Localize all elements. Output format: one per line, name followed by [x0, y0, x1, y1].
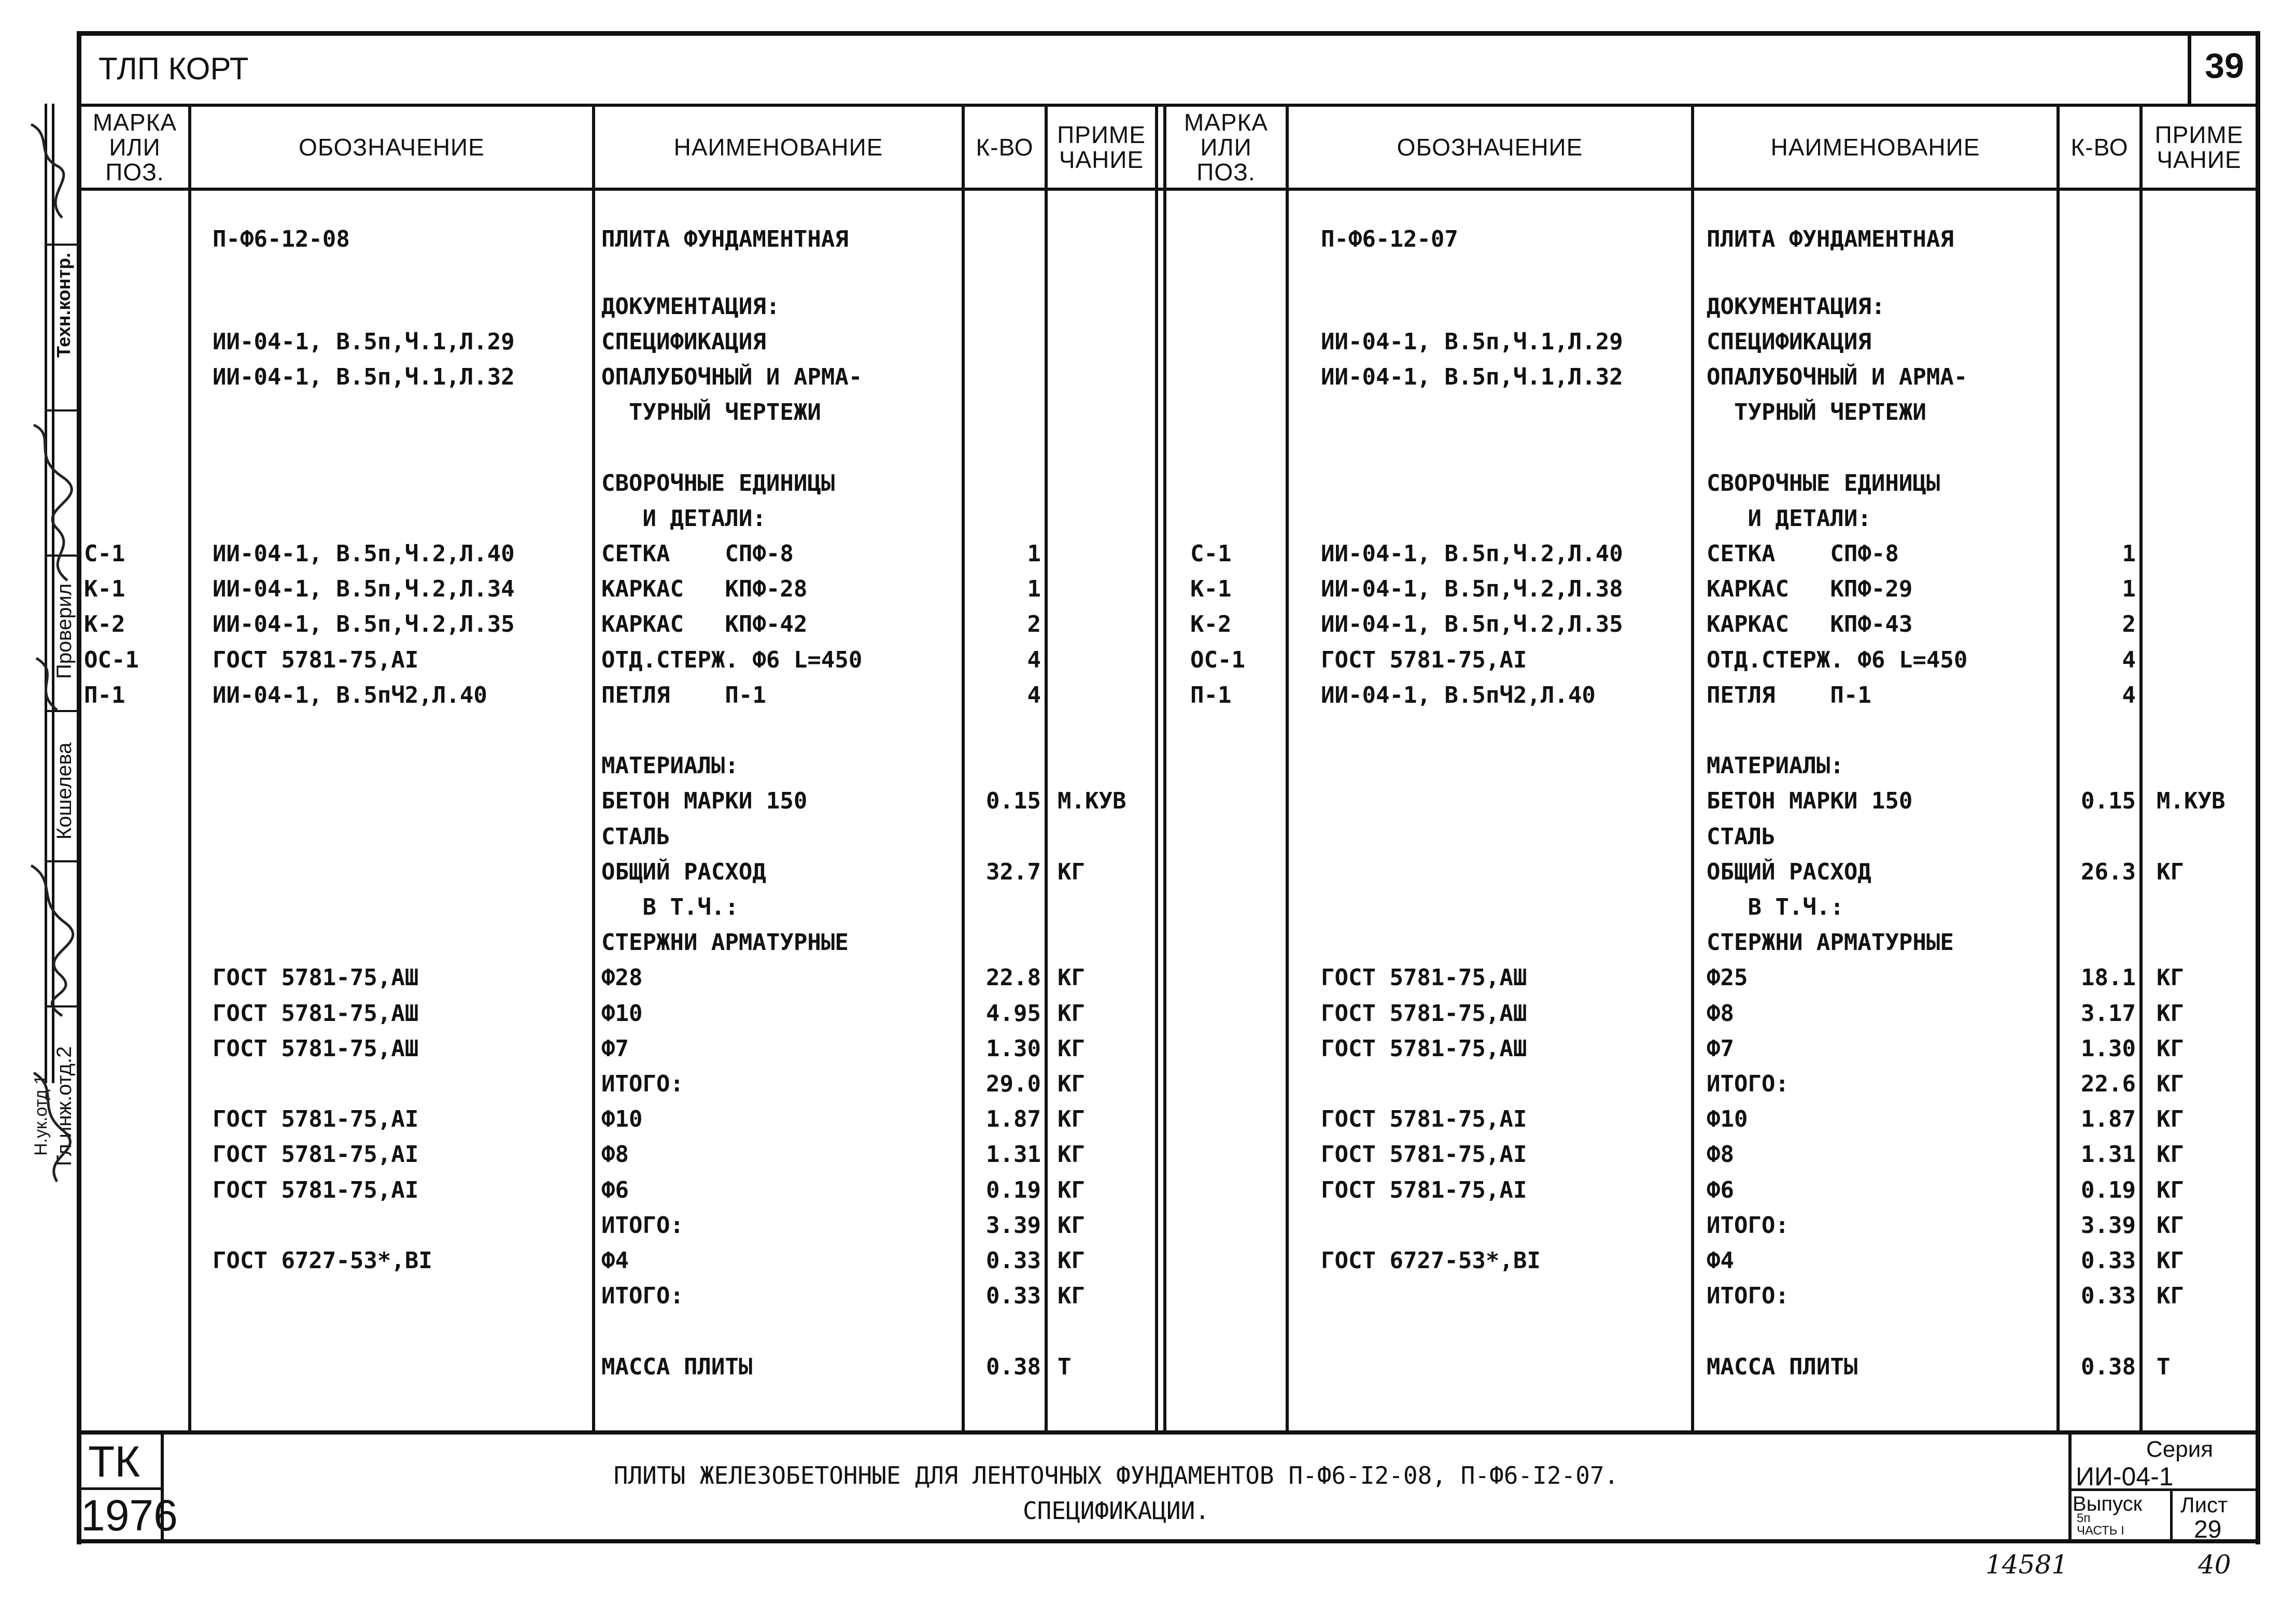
row-qty: 0.38 — [986, 1353, 1041, 1380]
row-name: МАССА ПЛИТЫ — [601, 1353, 753, 1380]
row-name: СПЕЦИФИКАЦИЯ — [1707, 328, 1871, 355]
row-designation: ИИ-04-1, В.5п,Ч.2,Л.35 — [213, 611, 515, 638]
row-mark: ОС-1 — [84, 646, 139, 673]
row-designation: ГОСТ 5781-75,АI — [1321, 1106, 1527, 1133]
inventory-number: 14581 — [1985, 1550, 2068, 1580]
row-designation: ГОСТ 6727-53*,ВI — [213, 1247, 432, 1274]
row-qty: 3.17 — [2081, 1000, 2136, 1027]
row-designation: ГОСТ 5781-75,АI — [213, 1176, 419, 1203]
row-qty: 1.30 — [986, 1035, 1041, 1062]
row-qty: 0.19 — [2081, 1176, 2136, 1203]
row-designation: ГОСТ 5781-75,АШ — [213, 1000, 419, 1027]
row-mark: П-1 — [1190, 682, 1232, 708]
row-name: И ДЕТАЛИ: — [1707, 505, 1871, 532]
row-qty: 4 — [2122, 682, 2136, 708]
row-designation: ГОСТ 5781-75,АI — [1321, 1141, 1527, 1168]
row-note: КГ — [2157, 1035, 2184, 1062]
row-note: КГ — [2157, 1000, 2184, 1027]
row-qty: 0.15 — [986, 788, 1041, 815]
row-qty: 22.6 — [2081, 1070, 2136, 1097]
row-name: ПЛИТА ФУНДАМЕНТНАЯ — [1707, 226, 1954, 252]
row-name: ИТОГО: — [1707, 1212, 1789, 1239]
row-qty: 0.33 — [986, 1247, 1041, 1274]
row-qty: 1.31 — [986, 1141, 1041, 1168]
row-qty: 18.1 — [2081, 964, 2136, 991]
row-note: М.КУВ — [2157, 788, 2225, 815]
row-qty: 3.39 — [986, 1212, 1041, 1239]
row-name: СЕТКА СПФ-8 — [601, 540, 794, 567]
row-designation: ИИ-04-1, В.5п,Ч.1,Л.32 — [213, 363, 515, 390]
row-name: СЕТКА СПФ-8 — [1707, 540, 1899, 567]
row-mark: ОС-1 — [1190, 646, 1245, 673]
row-name: КАРКАС КПФ-43 — [1707, 611, 1913, 638]
table-bottom-line — [77, 1430, 2260, 1435]
tb-line — [77, 1487, 162, 1490]
row-mark: К-1 — [84, 576, 125, 603]
row-name: ИТОГО: — [601, 1212, 684, 1239]
row-qty: 1 — [2122, 576, 2136, 603]
sheet-title-line1: ПЛИТЫ ЖЕЛЕЗОБЕТОННЫЕ ДЛЯ ЛЕНТОЧНЫХ ФУНДАМЕНТОВ П-Ф6-I2-08, П-Ф6-I2-07. — [613, 1461, 1619, 1489]
row-name: СТЕРЖНИ АРМАТУРНЫЕ — [1707, 929, 1954, 956]
row-note: КГ — [2157, 1070, 2184, 1097]
row-designation: ИИ-04-1, В.5п,Ч.2,Л.40 — [213, 540, 515, 567]
row-designation: ИИ-04-1, В.5п,Ч.2,Л.34 — [213, 576, 515, 603]
row-note: КГ — [1058, 1283, 1085, 1310]
row-name: СВОРОЧНЫЕ ЕДИНИЦЫ — [601, 470, 835, 496]
row-name: ОТД.СТЕРЖ. Ф6 L=450 — [601, 646, 863, 673]
row-note: КГ — [1058, 1141, 1085, 1168]
row-name: ДОКУМЕНТАЦИЯ: — [1707, 293, 1885, 320]
side-tech-label: Техн.контр. — [53, 252, 74, 358]
row-note: КГ — [1058, 1035, 1085, 1062]
row-note: М.КУВ — [1058, 788, 1126, 815]
row-designation: ИИ-04-1, В.5п,Ч.2,Л.38 — [1321, 576, 1623, 603]
colhdr-bottom-line — [77, 188, 2260, 191]
row-designation: ИИ-04-1, В.5п,Ч.2,Л.40 — [1321, 540, 1623, 567]
row-name: КАРКАС КПФ-42 — [601, 611, 808, 638]
colhdr-mark: МАРКА ИЛИ ПОЗ. — [92, 108, 177, 186]
row-designation: ГОСТ 5781-75,АI — [213, 646, 419, 673]
row-qty: 4 — [1027, 682, 1041, 708]
row-name: Ф10 — [1707, 1106, 1748, 1133]
col-line — [2056, 104, 2060, 1433]
row-name: МАТЕРИАЛЫ: — [601, 753, 739, 779]
tb-line — [2068, 1432, 2072, 1542]
col-line-double — [1163, 104, 1166, 1433]
row-note: КГ — [2157, 1141, 2184, 1168]
row-note: КГ — [1058, 1176, 1085, 1203]
frame-right — [2256, 31, 2260, 1544]
row-name: Ф7 — [1707, 1035, 1734, 1062]
issue-value: 5п ЧАСТЬ I — [2077, 1511, 2124, 1538]
row-designation: ИИ-04-1, В.5п,Ч.2,Л.35 — [1321, 611, 1623, 638]
row-note: КГ — [2157, 1247, 2184, 1274]
row-name: ОБЩИЙ РАСХОД — [1707, 858, 1871, 885]
row-name: Ф4 — [601, 1247, 629, 1274]
colhdr-designation: ОБОЗНАЧЕНИЕ — [1397, 133, 1583, 161]
row-qty: 2 — [1027, 611, 1041, 638]
col-line — [2139, 104, 2143, 1433]
row-qty: 26.3 — [2081, 858, 2136, 885]
row-qty: 29.0 — [986, 1070, 1041, 1097]
row-note: КГ — [2157, 1176, 2184, 1203]
tb-line — [2170, 1488, 2173, 1542]
row-name: ОТД.СТЕРЖ. Ф6 L=450 — [1707, 646, 1968, 673]
sheet-title-line2: СПЕЦИФИКАЦИИ. — [1022, 1497, 1210, 1525]
col-line — [1286, 104, 1289, 1433]
row-name: СПЕЦИФИКАЦИЯ — [601, 328, 766, 355]
row-name: ТУРНЫЙ ЧЕРТЕЖИ — [1707, 399, 1926, 426]
row-qty: 1 — [1027, 540, 1041, 567]
row-note: КГ — [2157, 1212, 2184, 1239]
series-label: Серия — [2146, 1437, 2214, 1462]
row-name: ПЕТЛЯ П-1 — [601, 682, 766, 708]
row-qty: 0.33 — [986, 1283, 1041, 1310]
row-mark: С-1 — [84, 540, 125, 567]
side-dept-label: Гл.инж.отд.2 — [53, 1046, 76, 1166]
row-mark: К-2 — [84, 611, 125, 638]
row-designation: ИИ-04-1, В.5пЧ2,Л.40 — [1321, 682, 1596, 708]
row-note: КГ — [2157, 1106, 2184, 1133]
colhdr-designation: ОБОЗНАЧЕНИЕ — [299, 133, 485, 161]
row-mark: С-1 — [1190, 540, 1232, 567]
row-name: В Т.Ч.: — [1707, 893, 1844, 920]
row-note: КГ — [1058, 858, 1085, 885]
col-line — [592, 104, 595, 1433]
org-name: ТЛП КОРТ — [98, 51, 249, 86]
row-name: В Т.Ч.: — [601, 893, 739, 920]
frame-top — [77, 31, 2260, 36]
col-line — [188, 104, 191, 1433]
row-note: КГ — [1058, 1070, 1085, 1097]
row-name: БЕТОН МАРКИ 150 — [1707, 788, 1913, 815]
row-designation: ИИ-04-1, В.5п,Ч.1,Л.29 — [1321, 328, 1623, 355]
row-designation: ГОСТ 5781-75,АI — [213, 1141, 419, 1168]
row-note: КГ — [1058, 964, 1085, 991]
row-note: КГ — [2157, 1283, 2184, 1310]
row-designation: ГОСТ 5781-75,АШ — [1321, 964, 1527, 991]
row-note: КГ — [2157, 858, 2184, 885]
side-checked-name: Кошелева — [53, 742, 76, 840]
colhdr-note: ПРИМЕ ЧАНИЕ — [1057, 121, 1146, 173]
row-designation: ИИ-04-1, В.5пЧ2,Л.40 — [213, 682, 487, 708]
col-line-double — [1155, 104, 1158, 1433]
row-designation: ГОСТ 5781-75,АШ — [213, 1035, 419, 1062]
row-qty: 3.39 — [2081, 1212, 2136, 1239]
row-name: ТУРНЫЙ ЧЕРТЕЖИ — [601, 399, 821, 426]
row-name: ИТОГО: — [601, 1283, 684, 1310]
row-name: ДОКУМЕНТАЦИЯ: — [601, 293, 780, 320]
issue-label: Выпуск — [2073, 1493, 2143, 1515]
row-designation: ГОСТ 5781-75,АШ — [1321, 1035, 1527, 1062]
row-designation: ГОСТ 6727-53*,ВI — [1321, 1247, 1541, 1274]
page-mark: 40 — [2198, 1550, 2231, 1580]
row-name: Ф10 — [601, 1000, 643, 1027]
row-note: КГ — [1058, 1000, 1085, 1027]
row-note: КГ — [2157, 964, 2184, 991]
row-mark: П-1 — [84, 682, 125, 708]
row-name: КАРКАС КПФ-28 — [601, 576, 808, 603]
sheet-box-left — [2188, 31, 2191, 106]
row-name: ИТОГО: — [1707, 1283, 1789, 1310]
row-name: Ф6 — [601, 1176, 629, 1203]
side-checked-label: Проверил — [53, 583, 76, 679]
year-label: 1976 — [81, 1491, 178, 1540]
sheet-label: Лист — [2180, 1493, 2228, 1517]
row-name: СВОРОЧНЫЕ ЕДИНИЦЫ — [1707, 470, 1940, 496]
row-name: ПЛИТА ФУНДАМЕНТНАЯ — [601, 226, 849, 252]
row-qty: 4.95 — [986, 1000, 1041, 1027]
colhdr-qty: К-ВО — [976, 133, 1034, 161]
row-mark: К-2 — [1190, 611, 1232, 638]
sheet-number: 39 — [2205, 46, 2244, 86]
row-qty: 0.19 — [986, 1176, 1041, 1203]
row-name: ИТОГО: — [601, 1070, 684, 1097]
row-qty: 4 — [1027, 646, 1041, 673]
row-name: СТАЛЬ — [1707, 823, 1776, 850]
side-dept-short: Н.ук.отд.1 — [31, 1074, 51, 1156]
row-qty: 1.30 — [2081, 1035, 2136, 1062]
row-designation: П-Ф6-12-07 — [1321, 226, 1458, 252]
row-name: КАРКАС КПФ-29 — [1707, 576, 1913, 603]
row-qty: 1 — [1027, 576, 1041, 603]
colhdr-name: НАИМЕНОВАНИЕ — [1770, 133, 1980, 161]
row-name: СТЕРЖНИ АРМАТУРНЫЕ — [601, 929, 849, 956]
row-name: МАТЕРИАЛЫ: — [1707, 753, 1844, 779]
row-qty: 1.31 — [2081, 1141, 2136, 1168]
row-designation: ГОСТ 5781-75,АШ — [213, 964, 419, 991]
row-designation: ГОСТ 5781-75,АШ — [1321, 1000, 1527, 1027]
row-name: ИТОГО: — [1707, 1070, 1789, 1097]
row-note: КГ — [1058, 1247, 1085, 1274]
row-name: Ф8 — [601, 1141, 629, 1168]
series-value: ИИ-04-1 — [2076, 1462, 2174, 1491]
row-name: Ф8 — [1707, 1141, 1734, 1168]
row-qty: 0.33 — [2081, 1247, 2136, 1274]
row-name: Ф8 — [1707, 1000, 1734, 1027]
row-qty: 2 — [2122, 611, 2136, 638]
row-qty: 0.38 — [2081, 1353, 2136, 1380]
row-name: Ф10 — [601, 1106, 643, 1133]
row-note: Т — [1058, 1353, 1072, 1380]
row-name: И ДЕТАЛИ: — [601, 505, 766, 532]
row-qty: 0.15 — [2081, 788, 2136, 815]
row-designation: ГОСТ 5781-75,АI — [1321, 1176, 1527, 1203]
row-name: ОПАЛУБОЧНЫЙ И АРМА- — [1707, 363, 1968, 390]
colhdr-mark: МАРКА ИЛИ ПОЗ. — [1184, 108, 1269, 186]
row-note: Т — [2157, 1353, 2171, 1380]
row-designation: П-Ф6-12-08 — [213, 226, 350, 252]
colhdr-qty: К-ВО — [2070, 133, 2129, 161]
row-qty: 0.33 — [2081, 1283, 2136, 1310]
col-line — [962, 104, 965, 1433]
row-name: ПЕТЛЯ П-1 — [1707, 682, 1871, 708]
row-name: БЕТОН МАРКИ 150 — [601, 788, 808, 815]
row-name: ОБЩИЙ РАСХОД — [601, 858, 766, 885]
row-name: Ф4 — [1707, 1247, 1734, 1274]
row-qty: 32.7 — [986, 858, 1041, 885]
row-note: КГ — [1058, 1212, 1085, 1239]
row-name: ОПАЛУБОЧНЫЙ И АРМА- — [601, 363, 863, 390]
frame-bottom — [77, 1539, 2260, 1543]
colhdr-note: ПРИМЕ ЧАНИЕ — [2154, 121, 2244, 173]
sheet-value: 29 — [2194, 1516, 2222, 1543]
row-qty: 4 — [2122, 646, 2136, 673]
row-mark: К-1 — [1190, 576, 1232, 603]
col-line — [1045, 104, 1048, 1433]
row-qty: 1 — [2122, 540, 2136, 567]
row-name: СТАЛЬ — [601, 823, 670, 850]
row-designation: ГОСТ 5781-75,АI — [1321, 646, 1527, 673]
row-qty: 22.8 — [986, 964, 1041, 991]
tk-label: ТК — [88, 1437, 140, 1486]
row-designation: ГОСТ 5781-75,АI — [213, 1106, 419, 1133]
row-designation: ИИ-04-1, В.5п,Ч.1,Л.29 — [213, 328, 515, 355]
colhdr-name: НАИМЕНОВАНИЕ — [673, 133, 883, 161]
row-name: Ф25 — [1707, 964, 1748, 991]
row-qty: 1.87 — [2081, 1106, 2136, 1133]
row-name: Ф28 — [601, 964, 643, 991]
row-name: Ф7 — [601, 1035, 629, 1062]
row-note: КГ — [1058, 1106, 1085, 1133]
row-name: Ф6 — [1707, 1176, 1734, 1203]
row-designation: ИИ-04-1, В.5п,Ч.1,Л.32 — [1321, 363, 1623, 390]
col-line — [1691, 104, 1694, 1433]
signature-marks — [21, 114, 78, 1228]
row-name: МАССА ПЛИТЫ — [1707, 1353, 1858, 1380]
row-qty: 1.87 — [986, 1106, 1041, 1133]
